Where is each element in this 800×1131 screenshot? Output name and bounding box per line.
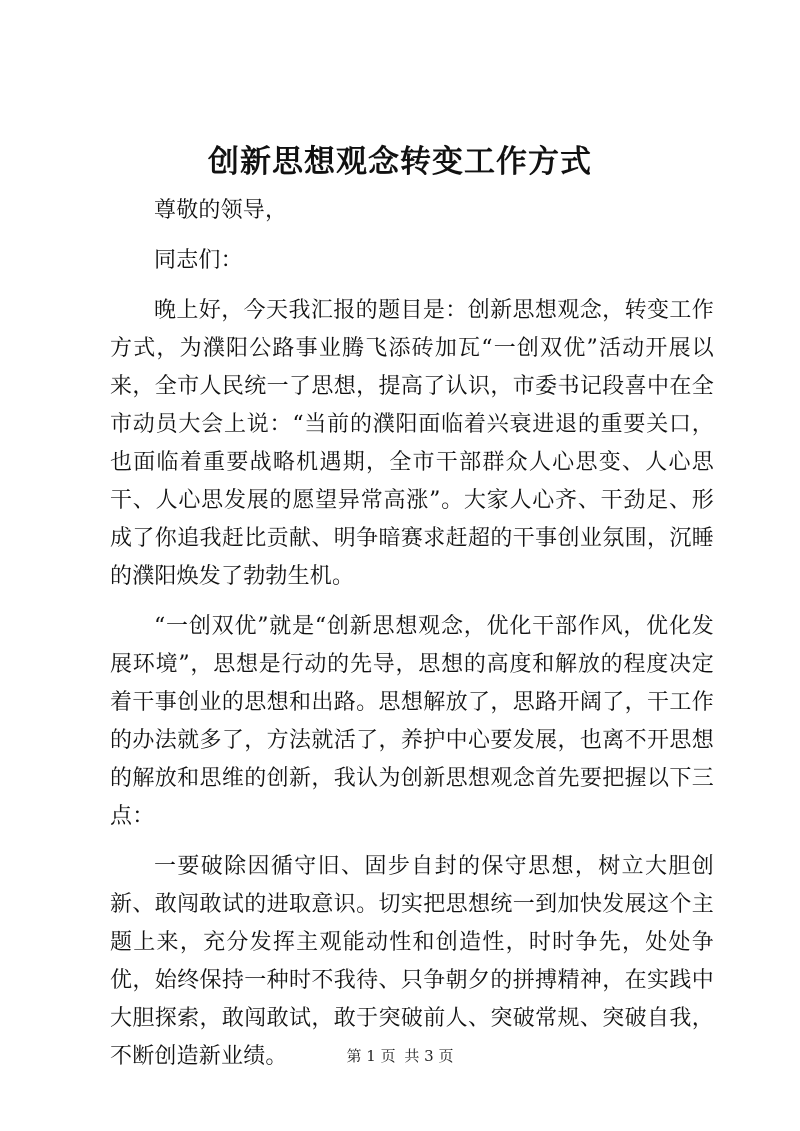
paragraph-intro: 晚上好，今天我汇报的题目是：创新思想观念，转变工作方式，为濮阳公路事业腾飞添砖加瓦“一创双优”活动开展以来，全市人民统一了思想，提高了认识，市委书记段喜中在全市动员大会上说：“当前的濮阳面临着兴衰进退的重要关口，也面临着重要战略机遇期，全市干部群众人心思变、人心思干、人心思发展的愿望异常高涨”。大家人心齐、干劲足、形成了你追我赶比贡献、明争暗赛求赶超的干事创业氛围，沉睡的濮阳焕发了勃勃生机。	[110, 298, 714, 589]
salutation-comrades: 同志们：	[154, 248, 243, 273]
document-title: 创新思想观念转变工作方式	[208, 144, 592, 180]
salutation-leaders: 尊敬的领导，	[154, 198, 288, 223]
page-number: 第 1 页	[346, 1047, 396, 1065]
page-footer	[0, 1046, 800, 1066]
document-body	[110, 192, 714, 1088]
paragraph-point-one: 一要破除因循守旧、固步自封的保守思想，树立大胆创新、敢闯敢试的进取意识。切实把思想统一到加快发展这个主题上来，充分发挥主观能动性和创造性，时时争先，处处争优，始终保持一种时不我待、只争朝夕的拼搏精神，在实践中大胆探索，敢闯敢试，敢于突破前人、突破常规、突破自我，不断创造新业绩。	[110, 854, 714, 1069]
paragraph-yichuangshuangyou: “一创双优”就是“创新思想观念，优化干部作风，优化发展环境”，思想是行动的先导，思想的高度和解放的程度决定着干事创业的思想和出路。思想解放了，思路开阔了，干工作的办法就多了，方法就活了，养护中心要发展，也离不开思想的解放和思维的创新，我认为创新思想观念首先要把握以下三点：	[110, 614, 714, 829]
page-total: 共 3 页	[404, 1047, 454, 1065]
